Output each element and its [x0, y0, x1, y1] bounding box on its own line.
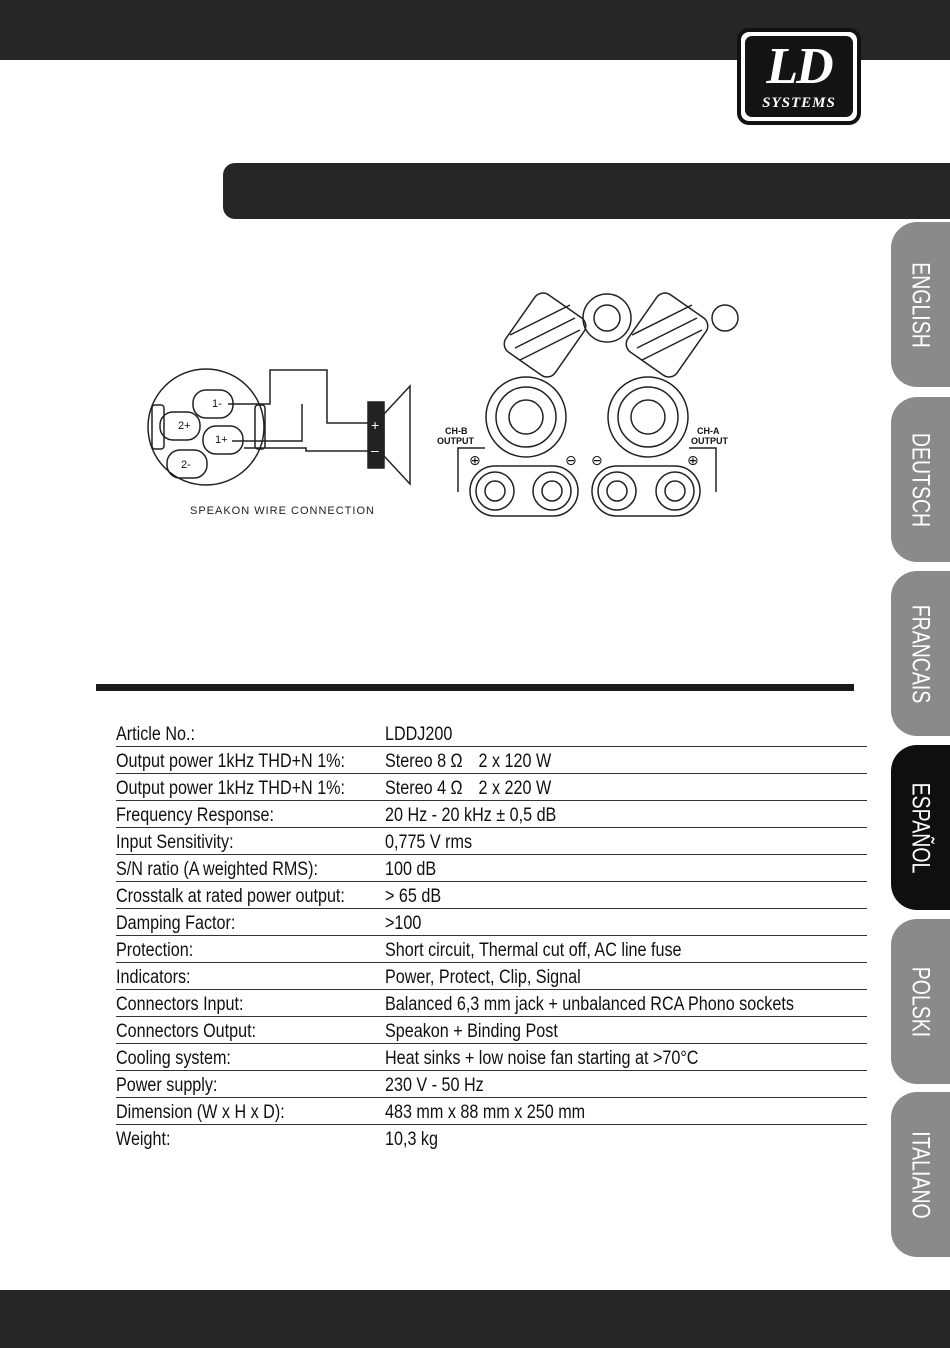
- speaker-plus-label: +: [371, 417, 380, 433]
- table-row: [116, 963, 867, 990]
- minus-symbol: ⊖: [591, 453, 603, 469]
- ch-a-output-label: OUTPUT: [691, 436, 728, 446]
- logo-main-text: LD: [766, 38, 832, 95]
- table-row: [116, 882, 867, 909]
- spec-value-secondary: 2 x 220 W: [478, 778, 552, 799]
- tab-francais[interactable]: [891, 571, 950, 736]
- spec-label: S/N ratio (A weighted RMS):: [116, 859, 318, 880]
- spec-label: Output power 1kHz THD+N 1%:: [116, 751, 346, 772]
- table-row: [116, 855, 867, 882]
- spec-value: Balanced 6,3 mm jack + unbalanced RCA Phono sockets: [385, 994, 795, 1015]
- spec-value: Speakon + Binding Post: [385, 1021, 559, 1042]
- table-row: [116, 747, 867, 774]
- pin-label: 2-: [181, 459, 191, 471]
- spec-value: Short circuit, Thermal cut off, AC line fuse: [385, 940, 682, 961]
- ch-b-output-label: OUTPUT: [437, 436, 474, 446]
- table-row: [116, 936, 867, 963]
- spec-label: Input Sensitivity:: [116, 832, 234, 853]
- bottom-bar: [0, 1290, 950, 1348]
- table-row: [116, 1017, 867, 1044]
- minus-symbol: ⊖: [565, 453, 577, 469]
- spec-label: Weight:: [116, 1129, 171, 1150]
- tab-label: DEUTSCH: [906, 432, 935, 527]
- spec-label: Power supply:: [116, 1075, 218, 1096]
- table-row: [116, 1044, 867, 1071]
- tab-espanol[interactable]: [891, 745, 950, 910]
- spec-label: Crosstalk at rated power output:: [116, 886, 345, 907]
- spec-label: Connectors Output:: [116, 1021, 257, 1042]
- spec-value: Power, Protect, Clip, Signal: [385, 967, 582, 988]
- tab-label: ENGLISH: [906, 261, 935, 348]
- logo-sub-text: SYSTEMS: [762, 95, 836, 111]
- plus-symbol: ⊕: [469, 453, 481, 469]
- plus-symbol: ⊕: [687, 453, 699, 469]
- speakon-plug-left: [500, 289, 631, 381]
- table-row: [116, 990, 867, 1017]
- spec-value: Stereo 4 Ω: [385, 778, 464, 799]
- tab-deutsch[interactable]: [891, 397, 950, 562]
- speaker-minus-label: –: [371, 442, 379, 458]
- speakon-plug-right: [622, 289, 738, 381]
- pin-label: 1+: [215, 434, 228, 446]
- spec-value: 20 Hz - 20 kHz ± 0,5 dB: [385, 805, 557, 826]
- ch-b-label: CH-B: [445, 426, 468, 436]
- section-divider: [96, 684, 854, 691]
- spec-label: Dimension (W x H x D):: [116, 1102, 285, 1123]
- spec-value: 10,3 kg: [385, 1129, 439, 1150]
- diagram-caption: SPEAKON WIRE CONNECTION: [190, 505, 375, 517]
- spec-value: 230 V - 50 Hz: [385, 1075, 485, 1096]
- spec-label: Article No.:: [116, 724, 195, 745]
- table-row: [116, 801, 867, 828]
- spec-label: Output power 1kHz THD+N 1%:: [116, 778, 346, 799]
- tab-label: POLSKI: [906, 966, 935, 1037]
- spec-value: 0,775 V rms: [385, 832, 473, 853]
- speakon-socket-ch-a: [608, 377, 688, 457]
- spec-label: Connectors Input:: [116, 994, 244, 1015]
- table-row: [116, 1125, 867, 1152]
- speakon-socket-ch-b: [486, 377, 566, 457]
- tab-italiano[interactable]: [891, 1092, 950, 1257]
- spec-value: Heat sinks + low noise fan starting at >70°C: [385, 1048, 699, 1069]
- spec-label: Damping Factor:: [116, 913, 236, 934]
- spec-label: Protection:: [116, 940, 194, 961]
- specifications-table: [116, 720, 867, 1151]
- spec-label: Indicators:: [116, 967, 191, 988]
- pin-label: 2+: [178, 420, 191, 432]
- table-row: [116, 1098, 867, 1125]
- table-row: [116, 828, 867, 855]
- spec-value: LDDJ200: [385, 724, 453, 745]
- speakon-connection-diagram: [140, 280, 740, 525]
- spec-label: Frequency Response:: [116, 805, 275, 826]
- tab-label: FRANCAIS: [906, 604, 935, 703]
- table-row: [116, 909, 867, 936]
- spec-value: 483 mm x 88 mm x 250 mm: [385, 1102, 586, 1123]
- section-header-bar: [223, 163, 950, 219]
- spec-value: >100: [385, 913, 422, 934]
- tab-polski[interactable]: [891, 919, 950, 1084]
- tab-label: ESPAÑOL: [906, 782, 935, 873]
- spec-value-secondary: 2 x 120 W: [478, 751, 552, 772]
- table-row: [116, 1071, 867, 1098]
- ld-systems-logo: [737, 28, 861, 125]
- table-row: [116, 720, 867, 747]
- ch-a-label: CH-A: [697, 426, 720, 436]
- spec-label: Cooling system:: [116, 1048, 231, 1069]
- spec-value: > 65 dB: [385, 886, 442, 907]
- tab-english[interactable]: [891, 222, 950, 387]
- spec-value: Stereo 8 Ω: [385, 751, 464, 772]
- tab-label: ITALIANO: [906, 1130, 935, 1219]
- pin-label: 1-: [212, 398, 222, 410]
- table-row: [116, 774, 867, 801]
- spec-value: 100 dB: [385, 859, 437, 880]
